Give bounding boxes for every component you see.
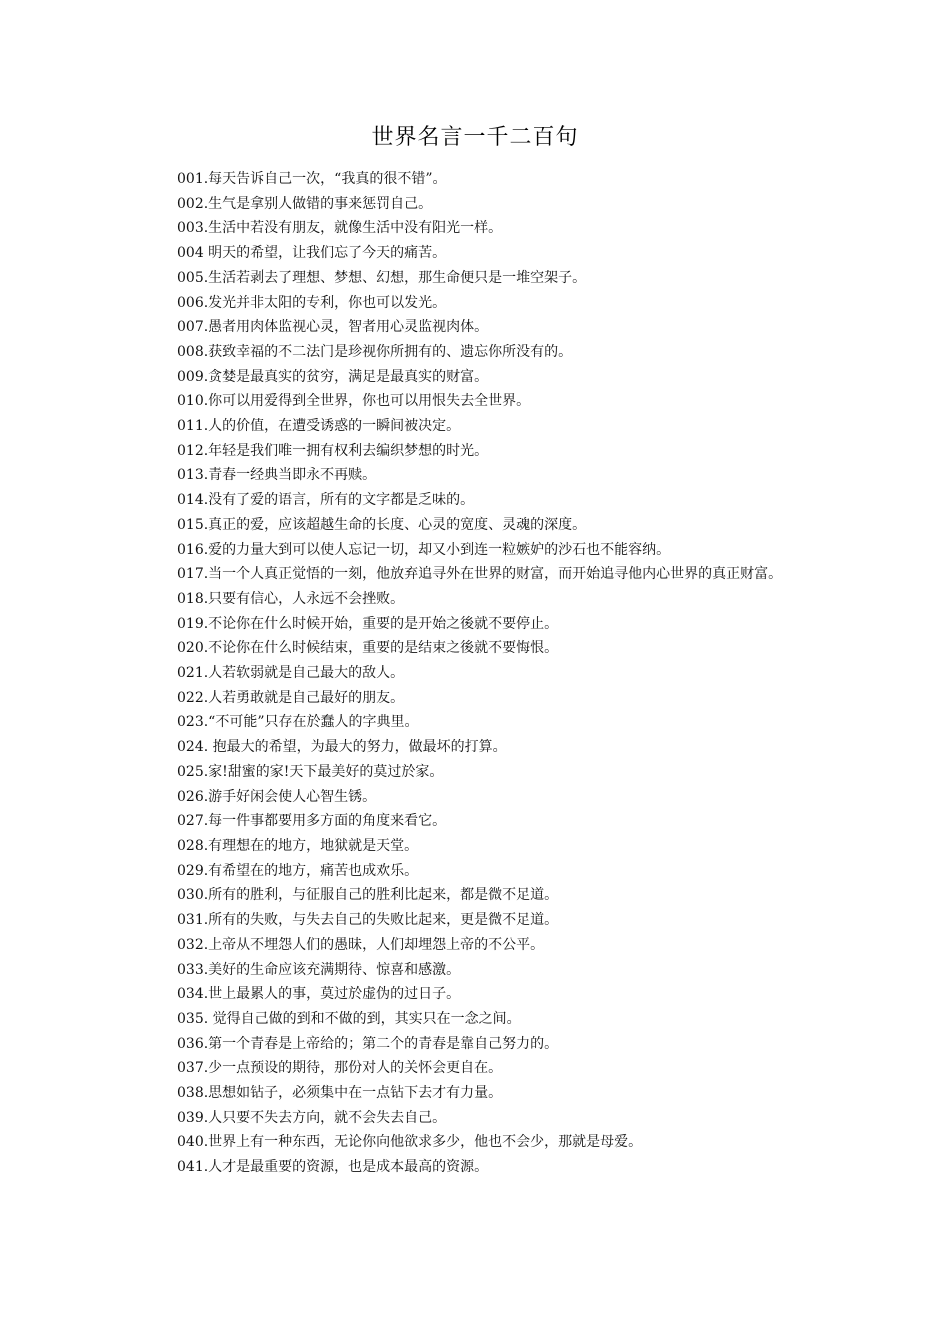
quote-item: 038.思想如钻子，必须集中在一点钻下去才有力量。 — [177, 1085, 503, 1102]
quote-item: 033.美好的生命应该充满期待、惊喜和感激。 — [177, 961, 461, 978]
quote-item: 010.你可以用爱得到全世界，你也可以用恨失去全世界。 — [177, 393, 531, 410]
quote-item: 015.真正的爱，应该超越生命的长度、心灵的宽度、灵魂的深度。 — [177, 516, 587, 533]
quote-item: 034.世上最累人的事，莫过於虚伪的过日子。 — [177, 986, 461, 1003]
quote-item: 012.年轻是我们唯一拥有权利去编织梦想的时光。 — [177, 442, 489, 459]
quote-item: 013.青春一经典当即永不再赎。 — [177, 467, 377, 484]
quote-item: 035. 觉得自己做的到和不做的到，其实只在一念之间。 — [177, 1010, 521, 1027]
quote-item: 024. 抱最大的希望，为最大的努力，做最坏的打算。 — [177, 739, 507, 756]
quote-item: 008.获致幸福的不二法门是珍视你所拥有的、遗忘你所没有的。 — [177, 343, 573, 360]
page-title: 世界名言一千二百句 — [371, 125, 579, 150]
quote-item: 041.人才是最重要的资源，也是成本最高的资源。 — [177, 1159, 489, 1176]
quote-item: 020.不论你在什么时候结束，重要的是结束之後就不要悔恨。 — [177, 640, 559, 657]
quote-item: 001.每天告诉自己一次，“我真的很不错”。 — [177, 171, 447, 187]
quote-list — [143, 167, 823, 1180]
quote-item: 011.人的价值，在遭受诱惑的一瞬间被决定。 — [177, 418, 461, 435]
quote-item: 014.没有了爱的语言，所有的文字都是乏味的。 — [177, 492, 475, 509]
quote-item: 017.当一个人真正觉悟的一刻，他放弃追寻外在世界的财富，而开始追寻他内心世界的真正财富。 — [177, 566, 783, 583]
quote-item: 006.发光并非太阳的专利，你也可以发光。 — [177, 294, 447, 311]
quote-item: 005.生活若剥去了理想、梦想、幻想，那生命便只是一堆空架子。 — [177, 269, 587, 286]
quote-item: 031.所有的失败，与失去自己的失败比起来，更是微不足道。 — [177, 912, 559, 929]
quote-item: 040.世界上有一种东西，无论你向他欲求多少，他也不会少，那就是母爱。 — [177, 1134, 643, 1151]
quote-item: 037.少一点预设的期待，那份对人的关怀会更自在。 — [177, 1060, 503, 1077]
quote-item: 018.只要有信心，人永远不会挫败。 — [177, 590, 405, 607]
quote-item: 016.爱的力量大到可以使人忘记一切，却又小到连一粒嫉妒的沙石也不能容纳。 — [177, 541, 671, 558]
quote-item: 019.不论你在什么时候开始，重要的是开始之後就不要停止。 — [177, 615, 559, 632]
quote-item: 003.生活中若没有朋友，就像生活中没有阳光一样。 — [177, 220, 503, 237]
quote-item: 025.家!甜蜜的家!天下最美好的莫过於家。 — [177, 763, 444, 780]
quote-item: 039.人只要不失去方向，就不会失去自己。 — [177, 1109, 447, 1126]
quote-item: 030.所有的胜利，与征服自己的胜利比起来，都是微不足道。 — [177, 887, 559, 904]
quote-item: 004 明天的希望，让我们忘了今天的痛苦。 — [177, 245, 447, 262]
quote-item: 009.贪婪是最真实的贫穷，满足是最真实的财富。 — [177, 368, 489, 385]
quote-item: 007.愚者用肉体监视心灵，智者用心灵监视肉体。 — [177, 319, 489, 336]
quote-item: 032.上帝从不埋怨人们的愚昧，人们却埋怨上帝的不公平。 — [177, 936, 545, 953]
quote-item: 027.每一件事都要用多方面的角度来看它。 — [177, 813, 447, 830]
quote-item: 028.有理想在的地方，地狱就是天堂。 — [177, 837, 419, 854]
quote-item: 002.生气是拿别人做错的事来惩罚自己。 — [177, 195, 433, 212]
quote-item: 029.有希望在的地方，痛苦也成欢乐。 — [177, 862, 419, 879]
quote-item: 022.人若勇敢就是自己最好的朋友。 — [177, 689, 405, 706]
quote-item: 036.第一个青春是上帝给的；第二个的青春是靠自己努力的。 — [177, 1035, 559, 1052]
quote-item: 026.游手好闲会使人心智生锈。 — [177, 788, 377, 805]
quote-item: 021.人若软弱就是自己最大的敌人。 — [177, 665, 405, 682]
quote-item: 023.“不可能”只存在於蠢人的字典里。 — [177, 714, 419, 731]
